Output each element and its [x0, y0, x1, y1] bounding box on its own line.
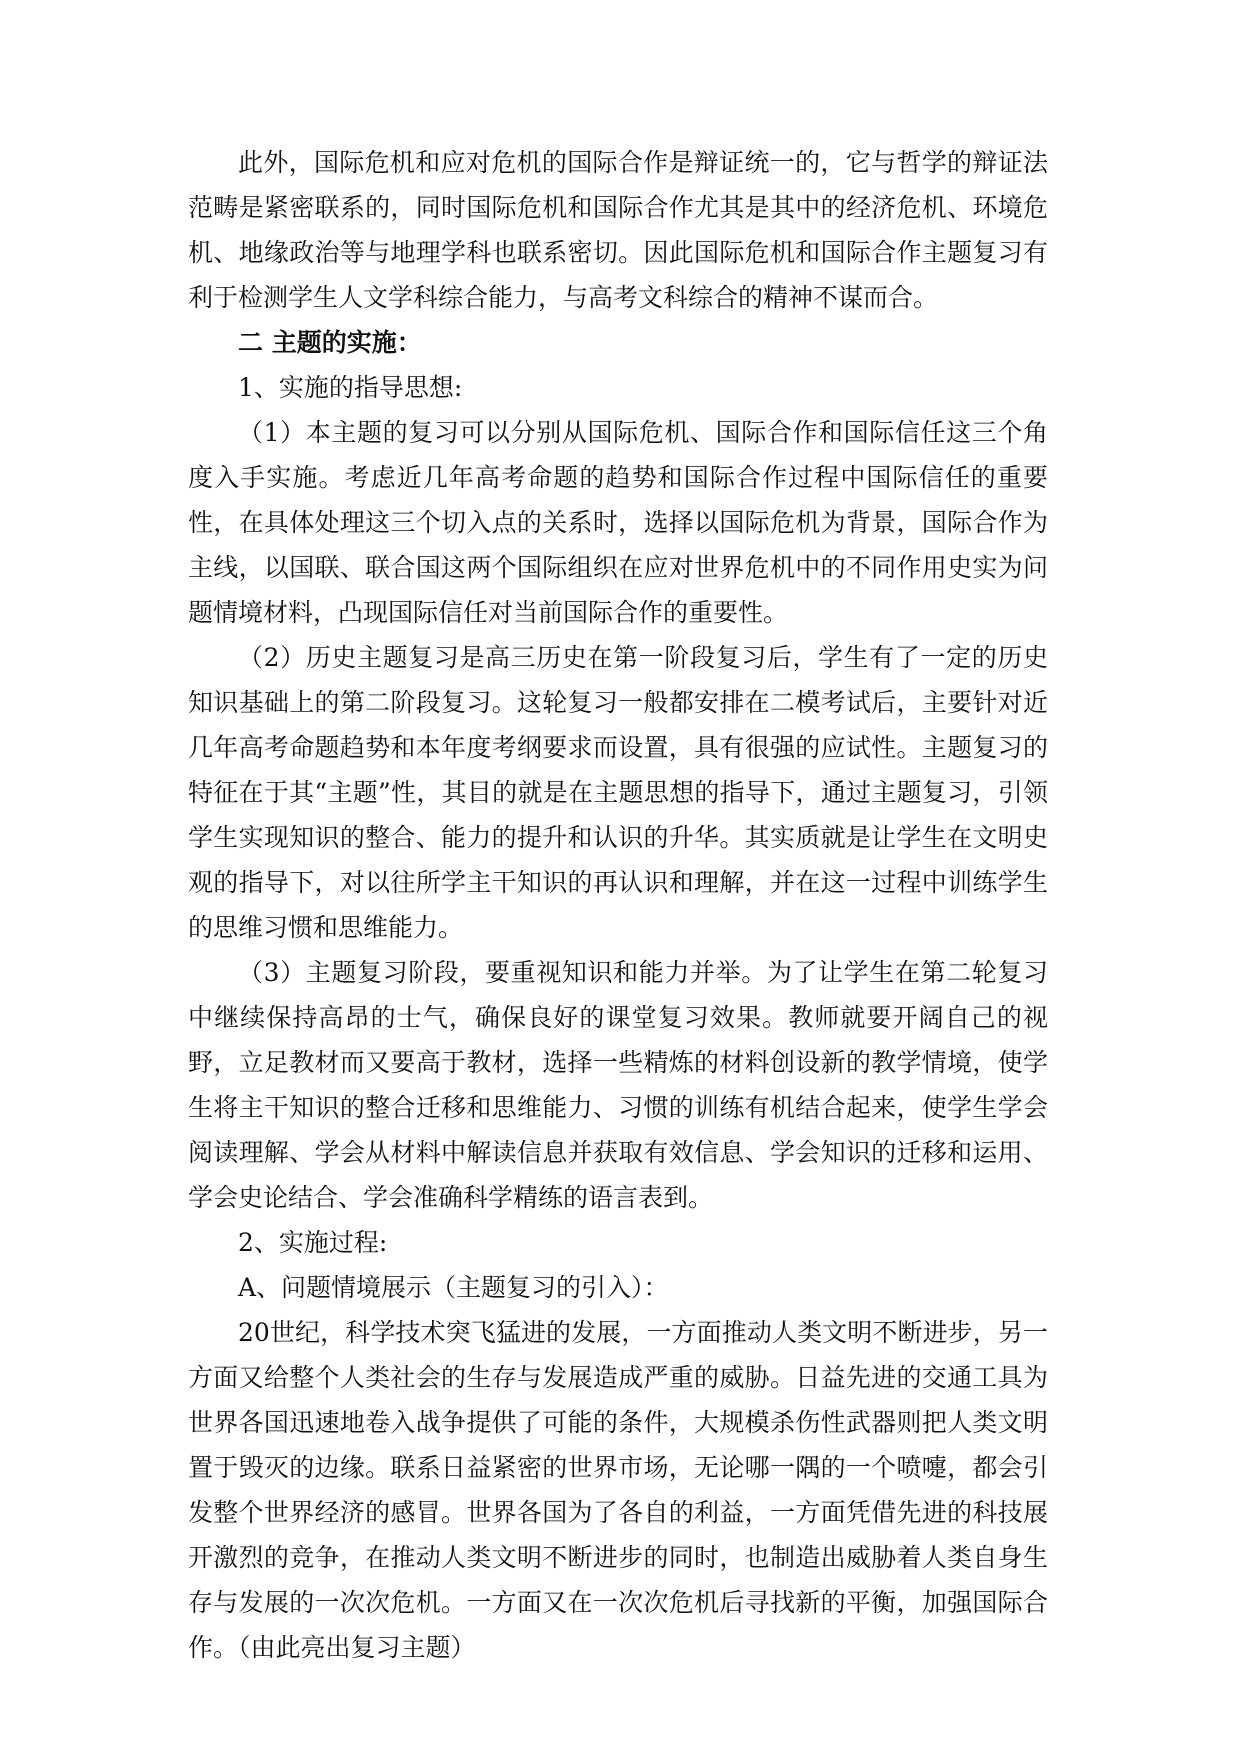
- section-heading: 二 主题的实施：: [238, 328, 422, 357]
- point-1-paragraph: （1）本主题的复习可以分别从国际危机、国际合作和国际信任这三个角度入手实施。考虑近几年高考命题的趋势和国际合作过程中国际信任的重要性，在具体处理这三个切入点的关系时，选择以国际危机为背景，国际合作为主线，以国联、联合国这两个国际组织在应对世界危机中的不同作用史实为问题情境材料，凸现国际信任对当前国际合作的重要性。: [188, 418, 1048, 627]
- point-3-paragraph: （3）主题复习阶段，要重视知识和能力并举。为了让学生在第二轮复习中继续保持高昂的士气，确保良好的课堂复习效果。教师就要开阔自己的视野，立足教材而又要高于教材，选择一些精炼的材料创设新的教学情境，使学生将主干知识的整合迁移和思维能力、习惯的训练有机结合起来，使学生学会阅读理解、学会从材料中解读信息并获取有效信息、学会知识的迁移和运用、学会史论结合、学会准确科学精练的语言表到。: [188, 958, 1048, 1212]
- point-2-paragraph: （2）历史主题复习是高三历史在第一阶段复习后，学生有了一定的历史知识基础上的第二阶段复习。这轮复习一般都安排在二模考试后，主要针对近几年高考命题趋势和本年度考纲要求而设置，具有很强的应试性。主题复习的特征在于其“主题”性，其目的就是在主题思想的指导下，通过主题复习，引领学生实现知识的整合、能力的提升和认识的升华。其实质就是让学生在文明史观的指导下，对以往所学主干知识的再认识和理解，并在这一过程中训练学生的思维习惯和思维能力。: [188, 643, 1048, 942]
- document-page: [188, 140, 1048, 1670]
- material-paragraph: 20世纪，科学技术突飞猛进的发展，一方面推动人类文明不断进步，另一方面又给整个人类社会的生存与发展造成严重的威胁。日益先进的交通工具为世界各国迅速地卷入战争提供了可能的条件，大规模杀伤性武器则把人类文明置于毁灭的边缘。联系日益紧密的世界市场，无论哪一隅的一个喷嚏，都会引发整个世界经济的感冒。世界各国为了各自的利益，一方面凭借先进的科技展开激烈的竞争，在推动人类文明不断进步的同时，也制造出威胁着人类自身生存与发展的一次次危机。一方面又在一次次危机后寻找新的平衡，加强国际合作。（由此亮出复习主题）: [188, 1318, 1048, 1662]
- subheading-scenario: A、问题情境展示（主题复习的引入）：: [238, 1273, 669, 1302]
- subheading-guiding-ideas: 1、实施的指导思想:: [238, 373, 463, 402]
- subheading-process: 2、实施过程:: [238, 1228, 388, 1257]
- intro-paragraph: 此外，国际危机和应对危机的国际合作是辩证统一的，它与哲学的辩证法范畴是紧密联系的，同时国际危机和国际合作尤其是其中的经济危机、环境危机、地缘政治等与地理学科也联系密切。因此国际危机和国际合作主题复习有利于检测学生人文学科综合能力，与高考文科综合的精神不谋而合。: [188, 148, 1048, 312]
